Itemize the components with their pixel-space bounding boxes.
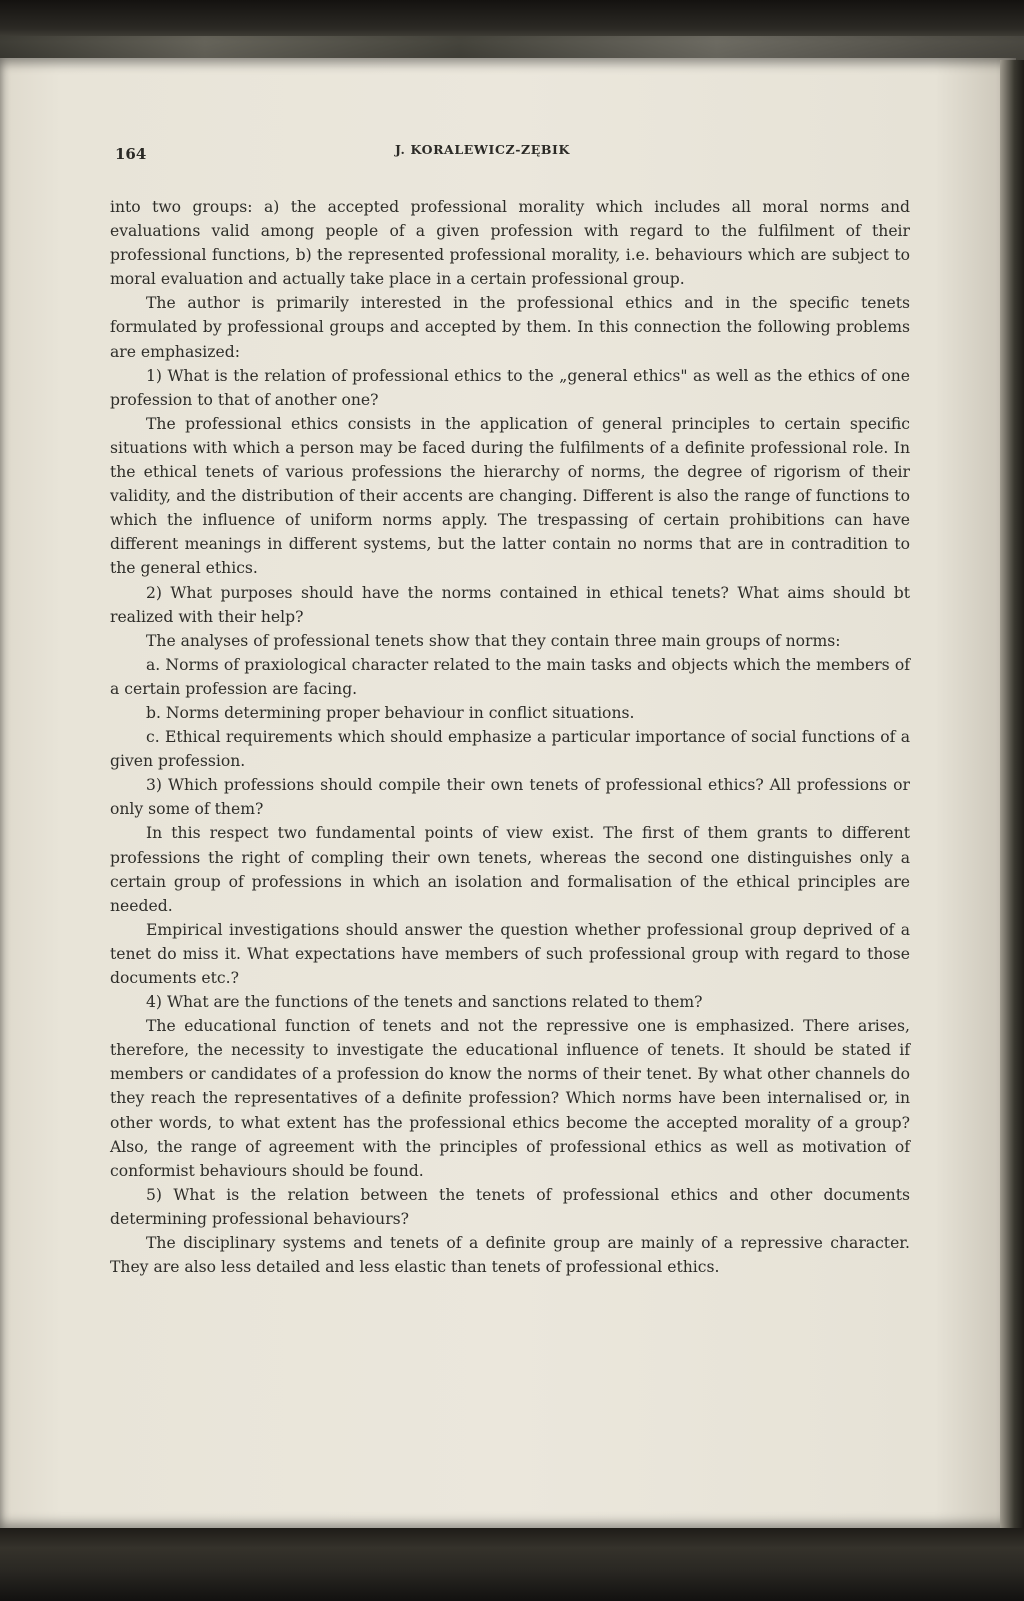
paragraph: The professional ethics consists in the application of general principles to certain specific situations with which a person may be faced during the fulfilments of a definite professional role. In the ethical tenets of various professions the hierarchy of norms, the degree of rigorism of their validity, and the distribution of their accents are changing. Different is also the range of functions to which the influence of uniform norms apply. The trespassing of certain prohibitions can have different meanings in different systems, but the latter contain no norms that are in contradition to the general ethics. (110, 414, 910, 578)
list-item-c: c. Ethical requirements which should emphasize a particular importance of social functions of a given profession. (110, 728, 910, 771)
paragraph: The disciplinary systems and tenets of a definite group are mainly of a repressive character. They are also less detailed and less elastic than tenets of professional ethics. (110, 1234, 910, 1277)
running-head: J. KORALEWICZ-ZĘBIK (395, 142, 570, 157)
question-3: 3) Which professions should compile their own tenets of professional ethics? All professions or only some of them? (110, 776, 910, 819)
list-item-a: a. Norms of praxiological character related to the main tasks and objects which the members of a certain profession are facing. (110, 655, 910, 698)
paragraph: In this respect two fundamental points of view exist. The first of them grants to different professions the right of compling their own tenets, whereas the second one distinguishes only a certain group of professions in which an isolation and formalisation of the ethical principles are needed. (110, 824, 910, 915)
page-number: 164 (115, 145, 147, 163)
question-4: 4) What are the functions of the tenets and sanctions related to them? (146, 993, 703, 1012)
paragraph: The author is primarily interested in the professional ethics and in the specific tenets formulated by professional groups and accepted by them. In this connection the following problems are emphasized: (110, 294, 910, 361)
paragraph: The analyses of professional tenets show that they contain three main groups of norms: (146, 631, 841, 650)
paragraph: into two groups: a) the accepted professional morality which includes all moral norms and evaluations valid among people of a given profession with regard to the fulfilment of their professional functions, b) the represented professional morality, i.e. behaviours which are subject to moral evaluation and actually take place in a certain professional group. (110, 198, 910, 289)
book-right-edge (1000, 60, 1024, 1528)
question-1: 1) What is the relation of professional ethics to the „general ethics" as well as the ethics of one profession to that of another one? (110, 366, 910, 409)
paragraph: The educational function of tenets and not the repressive one is emphasized. There arises, therefore, the necessity to investigate the educational influence of tenets. It should be stated if members or candidates of a profession do know the norms of their tenet. By what other channels do they reach the representatives of a definite profession? Which norms have been internalised or, in other words, to what extent has the professional ethics become the accepted morality of a group? Also, the range of agreement with the principles of professional ethics as well as motivation of conformist behaviours should be found. (110, 1017, 910, 1180)
body-text (110, 195, 910, 1279)
list-item-b: b. Norms determining proper behaviour in conflict situations. (146, 703, 635, 722)
paragraph: Empirical investigations should answer the question whether professional group deprived of a tenet do miss it. What expectations have members of such professional group with regard to those documents etc.? (110, 920, 910, 987)
question-5: 5) What is the relation between the tenets of professional ethics and other documents determining professional behaviours? (110, 1185, 910, 1228)
question-2: 2) What purposes should have the norms contained in ethical tenets? What aims should bt realized with their help? (110, 583, 910, 626)
page-header (110, 135, 910, 165)
